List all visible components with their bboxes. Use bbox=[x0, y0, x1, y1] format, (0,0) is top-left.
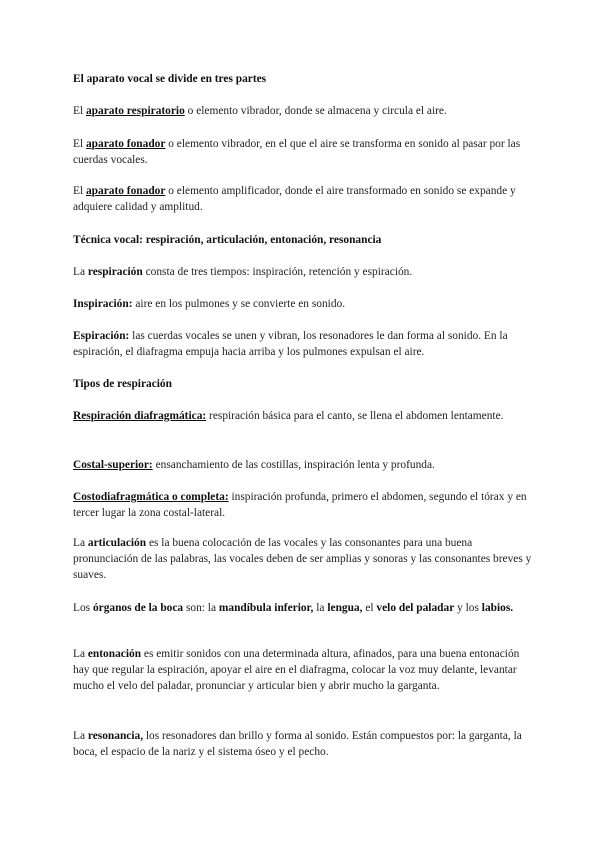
term-aparato-respiratorio: aparato respiratorio bbox=[85, 105, 185, 117]
text: aire en los pulmones y se convierte en sonido. bbox=[132, 298, 346, 310]
paragraph-organos-boca bbox=[73, 600, 533, 616]
term-aparato-fonador: aparato fonador bbox=[85, 185, 166, 197]
text: inspiración profunda, primero el abdomen, segundo el tórax y en tercer lugar la zona costal-lateral. bbox=[73, 491, 527, 519]
term-costodiafragmatica: Costodiafragmática o completa: bbox=[73, 491, 229, 503]
text: El bbox=[73, 138, 86, 150]
term-respiracion: respiración bbox=[87, 266, 143, 278]
paragraph-diafragmatica bbox=[73, 408, 533, 424]
text: o elemento vibrador, en el que el aire se transforma en sonido al pasar por las cuerdas vocales. bbox=[73, 138, 521, 166]
term-costal-superior: Costal-superior: bbox=[73, 459, 153, 471]
paragraph-inspiracion bbox=[73, 296, 533, 312]
text: o elemento vibrador, donde se almacena y circula el aire. bbox=[184, 105, 447, 117]
term-labios: labios. bbox=[481, 602, 514, 614]
term-velo-paladar: velo del paladar bbox=[376, 602, 455, 614]
paragraph-articulacion bbox=[73, 535, 533, 583]
term-entonacion: entonación bbox=[87, 648, 142, 660]
term-articulacion: articulación bbox=[87, 537, 147, 549]
paragraph-fonador-2 bbox=[73, 183, 533, 215]
text: Los bbox=[73, 602, 93, 614]
text: La bbox=[73, 537, 88, 549]
paragraph-fonador-1 bbox=[73, 136, 533, 168]
heading-parts: El aparato vocal se divide en tres partes bbox=[73, 73, 267, 85]
text: La bbox=[73, 266, 88, 278]
text: El bbox=[73, 105, 86, 117]
paragraph-entonacion bbox=[73, 646, 533, 694]
paragraph-costal-superior bbox=[73, 457, 533, 473]
text: El bbox=[73, 185, 86, 197]
text: consta de tres tiempos: inspiración, retención y espiración. bbox=[142, 266, 413, 278]
term-inspiracion: Inspiración: bbox=[73, 298, 133, 310]
heading-tecnica-vocal: Técnica vocal: respiración, articulación, entonación, resonancia bbox=[73, 234, 382, 246]
paragraph-respiracion bbox=[73, 264, 533, 280]
term-aparato-fonador: aparato fonador bbox=[85, 138, 166, 150]
text: la bbox=[313, 602, 328, 614]
text: ensanchamiento de las costillas, inspiración lenta y profunda. bbox=[152, 459, 435, 471]
term-espiracion: Espiración: bbox=[73, 330, 130, 342]
text: los resonadores dan brillo y forma al sonido. Están compuestos por: la garganta, la boca, el espacio de la nariz y el sistema óseo y el pecho. bbox=[73, 730, 522, 758]
text: es emitir sonidos con una determinada altura, afinados, para una buena entonación hay que regular la espiración, apoyar el aire en el diafragma, colocar la voz muy delante, levantar mucho el velo del paladar, pronunciar y articular bien y abrir mucho la garganta. bbox=[73, 648, 520, 692]
term-organos-boca: órganos de la boca bbox=[92, 602, 184, 614]
paragraph-espiracion bbox=[73, 328, 533, 360]
paragraph-respiratorio bbox=[73, 103, 533, 119]
text: las cuerdas vocales se unen y vibran, los resonadores le dan forma al sonido. En la espiración, el diafragma empuja hacia arriba y los pulmones expulsan el aire. bbox=[73, 330, 508, 358]
text: La bbox=[73, 730, 88, 742]
term-mandibula: mandíbula inferior, bbox=[218, 602, 314, 614]
term-respiracion-diafragmatica: Respiración diafragmática: bbox=[73, 410, 207, 422]
heading-tipos-respiracion: Tipos de respiración bbox=[73, 378, 172, 390]
paragraph-resonancia bbox=[73, 728, 533, 760]
paragraph-costodiafragmatica bbox=[73, 489, 533, 521]
text: es la buena colocación de las vocales y las consonantes para una buena pronunciación de las palabras, las vocales deben de ser amplias y sonoras y las consonantes breves y suaves. bbox=[73, 537, 532, 581]
term-resonancia: resonancia, bbox=[87, 730, 144, 742]
text: La bbox=[73, 648, 88, 660]
text: son: la bbox=[183, 602, 219, 614]
text: respiración básica para el canto, se llena el abdomen lentamente. bbox=[206, 410, 504, 422]
text: o elemento amplificador, donde el aire transformado en sonido se expande y adquiere calidad y amplitud. bbox=[73, 185, 516, 213]
text: y los bbox=[454, 602, 482, 614]
text: el bbox=[362, 602, 377, 614]
term-lengua: lengua, bbox=[327, 602, 363, 614]
